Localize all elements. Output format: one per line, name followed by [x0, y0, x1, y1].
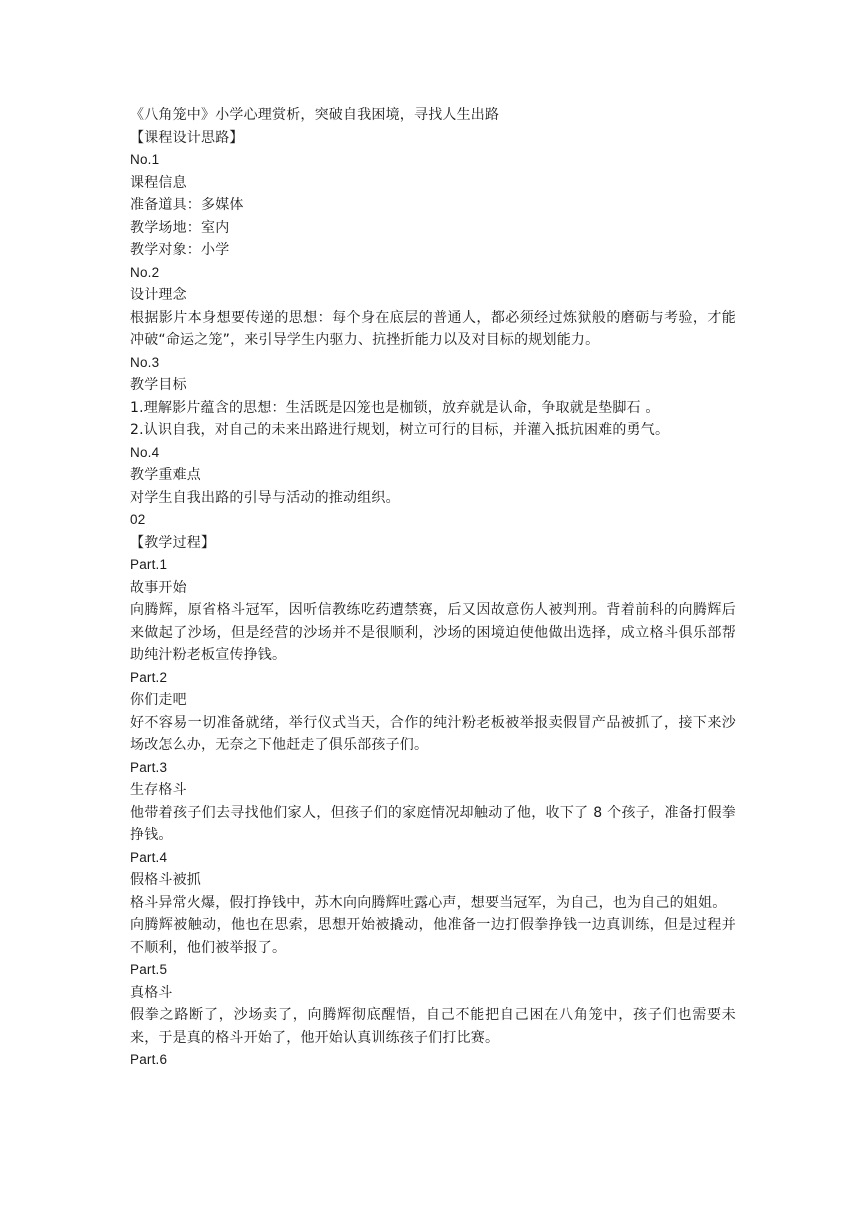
process-heading: 【教学过程】 [130, 534, 216, 551]
part-paragraph: 向腾辉，原省格斗冠军，因听信教练吃药遭禁赛，后又因故意伤人被判刑。背着前科的向腾辉后来做起了沙场，但是经营的沙场并不是很顺利，沙场的困境迫使他做出选择，成立格斗俱乐部帮助纯汁粉老板宣传挣钱。 [130, 602, 736, 663]
part-heading: 生存格斗 [130, 782, 187, 798]
part-paragraph: 好不容易一切准备就绪，举行仪式当天，合作的纯汁粉老板被举报卖假冒产品被抓了，接下来沙场改怎么办，无奈之下他赶走了俱乐部孩子们。 [130, 714, 736, 753]
goal-item: 1.理解影片蕴含的思想：生活既是囚笼也是枷锁，放弃就是认命，争取就是垫脚石 。 [130, 399, 660, 416]
part-heading: 假格斗被抓 [130, 872, 201, 888]
section-number: No.4 [130, 444, 160, 460]
goal-item: 2.认识自我，对自己的未来出路进行规划，树立可行的目标，并灌入抵抗困难的勇气。 [130, 422, 670, 438]
course-info-item: 教学对象：小学 [130, 242, 230, 258]
section-paragraph: 根据影片本身想要传递的思想：每个身在底层的普通人，都必须经过炼狱般的磨砺与考验，才能冲破“命运之笼”，来引导学生内驱力、抗挫折能力以及对目标的规划能力。 [130, 309, 736, 348]
part-paragraph: 他带着孩子们去寻找他们家人，但孩子们的家庭情况却触动了他，收下了 8 个孩子，准备打假拳挣钱。 [130, 804, 736, 843]
section-number: No.1 [130, 152, 160, 167]
part-paragraph: 格斗异常火爆，假打挣钱中，苏木向向腾辉吐露心声，想要当冠军，为自己，也为自己的姐姐。 [130, 894, 727, 911]
section-heading: 课程信息 [130, 174, 187, 191]
part-label: Part.5 [130, 962, 168, 977]
section-number: No.2 [130, 264, 160, 280]
section-heading: 教学重难点 [130, 467, 201, 483]
part-label: Part.6 [130, 1052, 168, 1067]
part-paragraph: 假拳之路断了，沙场卖了，向腾辉彻底醒悟，自己不能把自己困在八角笼中，孩子们也需要未来，于是真的格斗开始了，他开始认真训练孩子们打比赛。 [130, 1007, 736, 1046]
section-number: No.3 [130, 354, 160, 370]
section-paragraph: 对学生自我出路的引导与活动的推动组织。 [130, 489, 400, 506]
part-heading: 故事开始 [130, 579, 187, 596]
part-label: Part.4 [130, 849, 168, 865]
document-title: 《八角笼中》小学心理赏析，突破自我困境，寻找人生出路 [130, 107, 500, 123]
part-heading: 你们走吧 [130, 692, 187, 708]
part-number: 02 [130, 512, 146, 527]
part-label: Part.2 [130, 669, 168, 685]
section-heading: 教学目标 [130, 377, 187, 393]
document-body [130, 104, 736, 1072]
course-design-heading: 【课程设计思路】 [130, 129, 244, 146]
course-info-item: 教学场地：室内 [130, 219, 230, 236]
part-label: Part.3 [130, 759, 168, 775]
course-info-item: 准备道具：多媒体 [130, 197, 244, 213]
section-heading: 设计理念 [130, 287, 187, 303]
part-paragraph: 向腾辉被触动，他也在思索，思想开始被撬动，他准备一边打假拳挣钱一边真训练，但是过程并不顺利，他们被举报了。 [130, 917, 736, 956]
part-heading: 真格斗 [130, 984, 173, 1001]
part-label: Part.1 [130, 557, 168, 572]
